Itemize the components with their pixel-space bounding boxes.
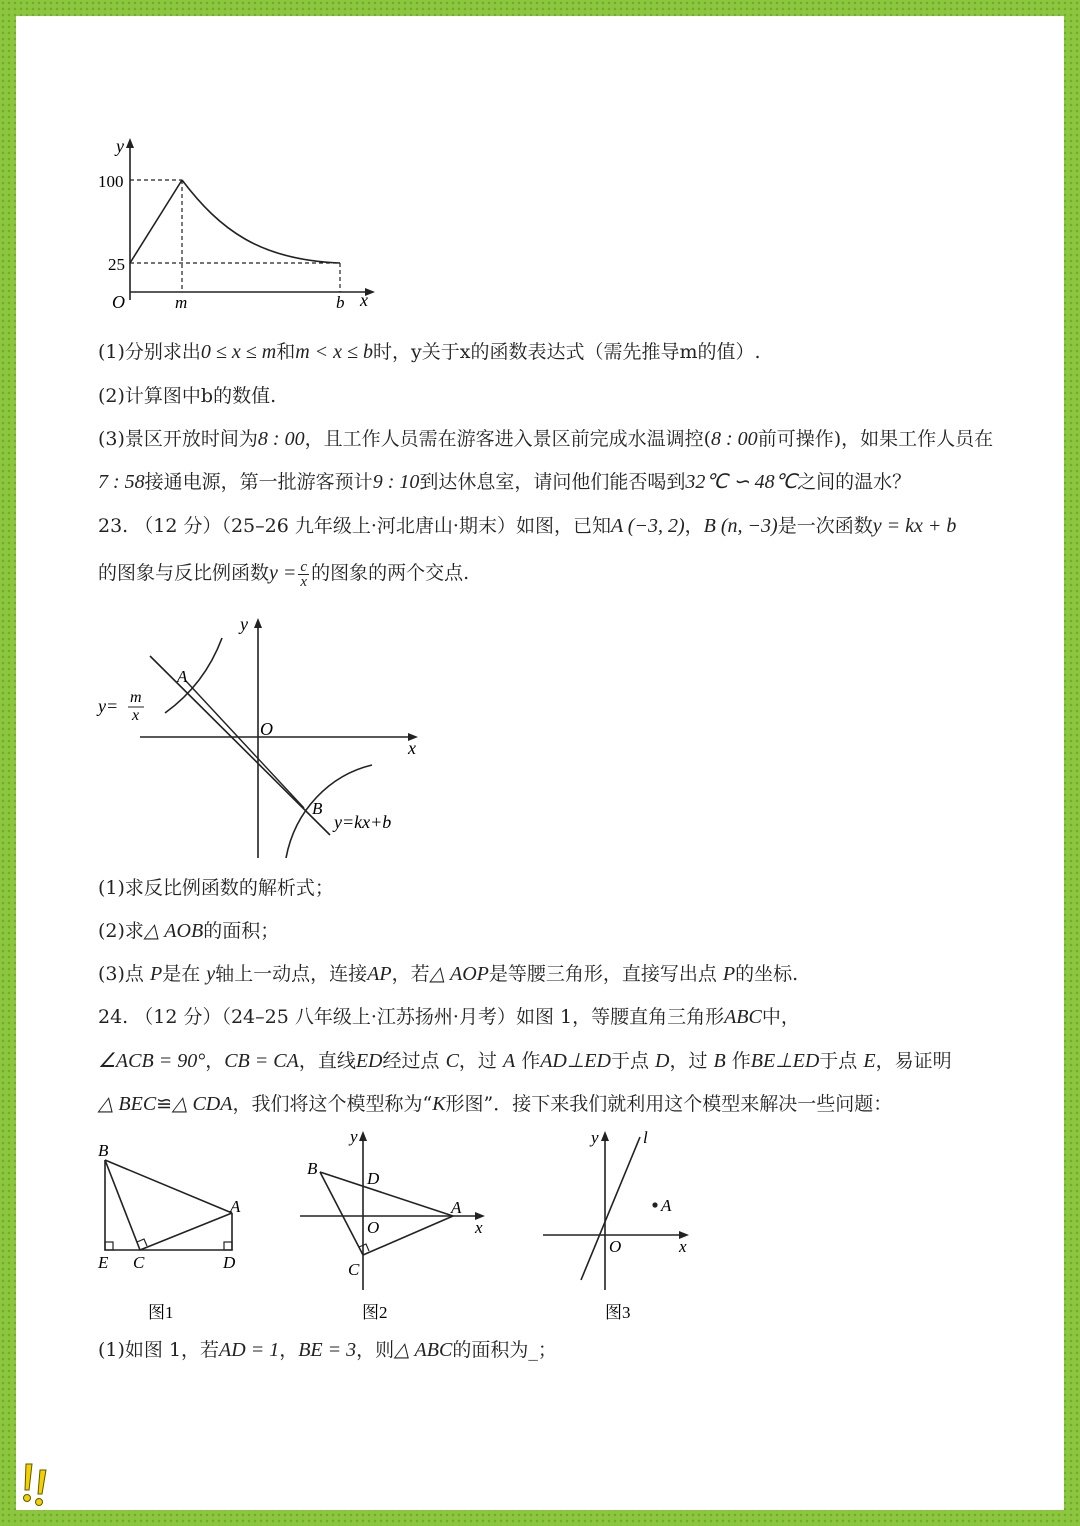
origin-label: O	[260, 719, 273, 739]
q24-line2: ∠ACB = 90°，CB = CA，直线ED经过点 C，过 A 作AD⊥ED于点 D，过 B 作BE⊥ED于点 E，易证明	[98, 1050, 952, 1072]
figure-caption: 图1	[148, 1303, 174, 1322]
q23-graph	[90, 610, 430, 865]
linear-func-label: y=kx+b	[334, 812, 392, 832]
figure-caption: 图2	[362, 1303, 388, 1322]
point-c-label: C	[348, 1260, 360, 1279]
q22-part1: (1)分别求出0 ≤ x ≤ m和m < x ≤ b时，y关于x的函数表达式（需先推导m的值）.	[98, 341, 761, 363]
axis-y-label: y	[591, 1128, 599, 1147]
y-tick-25: 25	[108, 255, 125, 274]
point-d-label: D	[367, 1169, 380, 1188]
point-b-label: B	[307, 1159, 318, 1178]
point-e-label: E	[98, 1253, 109, 1272]
origin-label: O	[367, 1218, 380, 1237]
fraction-c-over-x: $\frac{c}{x}$	[300, 558, 308, 590]
point-a-label: A	[230, 1197, 241, 1216]
origin-label: O	[609, 1237, 622, 1256]
q22-graph	[90, 130, 390, 320]
origin-label: O	[112, 292, 125, 312]
point-b-label: B	[98, 1141, 109, 1160]
axis-x-label: x	[679, 1237, 687, 1256]
inverse-func-num: m	[130, 689, 142, 706]
q24-part1: (1)如图 1，若AD = 1，BE = 3，则△ ABC的面积为_；	[98, 1339, 557, 1361]
q24-figure-3	[535, 1125, 705, 1330]
q24-figure-2	[295, 1125, 495, 1330]
axis-x-label: x	[475, 1218, 483, 1237]
figure-caption: 图3	[605, 1303, 631, 1322]
q23-part1: (1)求反比例函数的解析式；	[98, 877, 334, 899]
y-tick-100: 100	[98, 172, 124, 191]
q22-part3-line1: (3)景区开放时间为8 : 00，且工作人员需在游客进入景区前完成水温调控(8 : 00前可操作)，如果工作人员在	[98, 428, 994, 450]
q22-part3-line2: 7 : 58接通电源，第一批游客预计9 : 10到达休息室，请问他们能否喝到32℃ ∽ 48℃之间的温水？	[98, 471, 912, 493]
line-l-label: l	[643, 1128, 648, 1147]
point-a-label: A	[661, 1196, 672, 1215]
q24-header: 24. （12 分）（24–25 八年级上·江苏扬州·月考）如图 1，等腰直角三角形ABC中，	[98, 1006, 800, 1028]
inverse-func-label: y=	[98, 696, 119, 716]
point-d-label: D	[223, 1253, 236, 1272]
exclamation-mark-icon	[20, 1460, 54, 1508]
x-tick-m: m	[175, 293, 188, 312]
axis-y-label: y	[116, 136, 124, 156]
point-a-label: A	[451, 1198, 462, 1217]
axis-x-label: x	[360, 290, 368, 310]
q22-part2: (2)计算图中b的数值.	[98, 385, 277, 407]
x-tick-b: b	[336, 293, 345, 312]
point-b-label: B	[312, 799, 323, 818]
axis-x-label: x	[408, 738, 416, 758]
point-a-label: A	[177, 667, 188, 686]
q24-line3: △ BEC≌△ CDA，我们将这个模型称为“K形图”．接下来我们就利用这个模型来解决一些问题：	[98, 1093, 893, 1115]
q23-part3: (3)点 P是在 y轴上一动点，连接AP，若△ AOP是等腰三角形，直接写出点 P的坐标.	[98, 963, 799, 985]
q23-line2: 的图象与反比例函数y = $\frac{c}{x}$ 的图象的两个交点.	[98, 558, 470, 590]
axis-y-label: y	[350, 1127, 358, 1146]
q24-figure-1	[90, 1135, 260, 1330]
q23-header: 23. （12 分）（25–26 九年级上·河北唐山·期末）如图，已知A (−3, 2)，B (n, −3)是一次函数y = kx + b	[98, 515, 957, 537]
q23-part2: (2)求△ AOB的面积；	[98, 920, 280, 942]
axis-y-label: y	[240, 614, 248, 634]
inverse-func-den: x	[132, 707, 140, 724]
point-c-label: C	[133, 1253, 145, 1272]
